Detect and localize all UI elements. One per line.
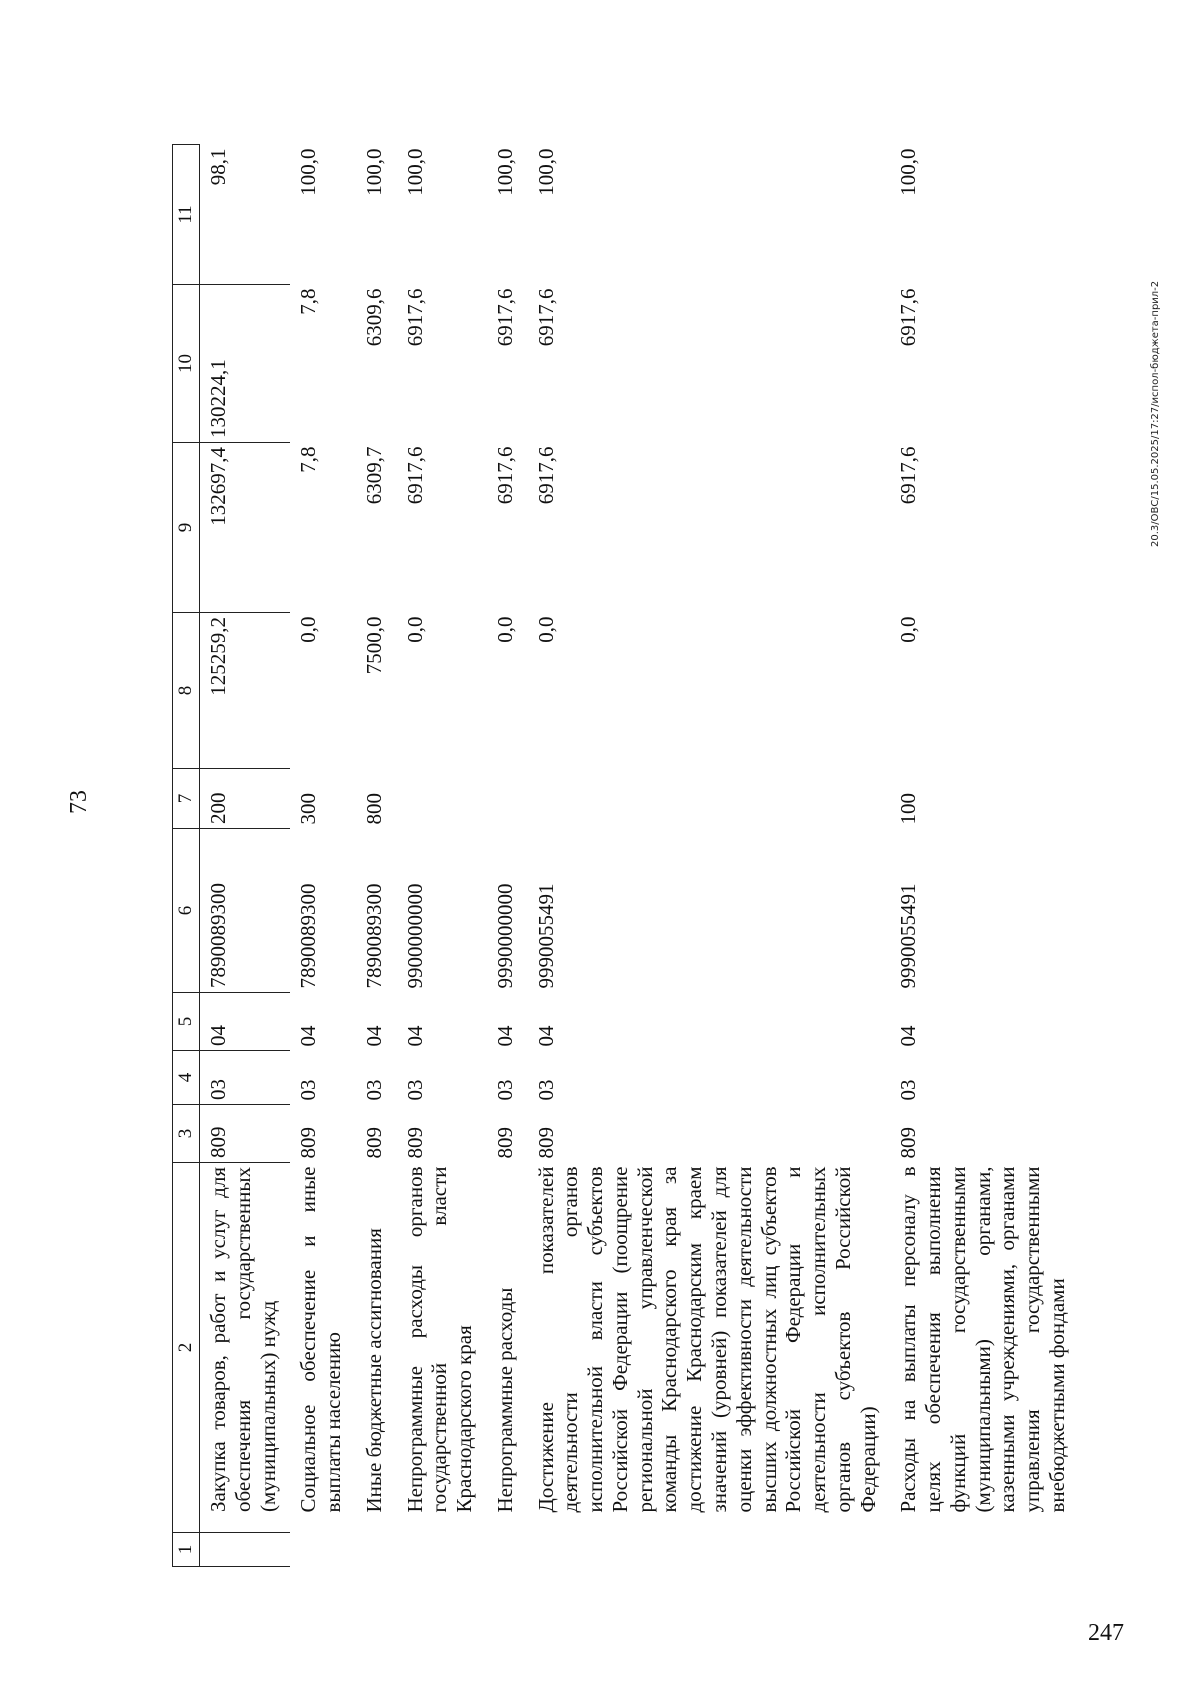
row-target-code: 7890089300 [296, 883, 321, 989]
table-row [356, 145, 397, 1567]
sheet-number: 247 [1088, 1620, 1124, 1646]
header-col-5: 5 [173, 993, 200, 1051]
header-col-7: 7 [173, 769, 200, 829]
document-stamp: 20.3/ОВС/15.05.2025/17:27/испол-бюджета-прил-2 [1150, 280, 1161, 547]
header-col-6: 6 [173, 829, 200, 993]
header-col-11: 11 [173, 145, 200, 285]
header-col-2: 2 [173, 1163, 200, 1533]
header-col-9: 9 [173, 443, 200, 613]
row-expense-type [487, 769, 528, 829]
row-subsection-code: 04 [200, 993, 291, 1051]
table-row [397, 145, 487, 1567]
row-leading-cell [356, 1533, 397, 1567]
row-value-8: 0,0 [402, 616, 427, 643]
row-value-10: 6917,6 [492, 288, 517, 347]
table-row [200, 145, 291, 1567]
row-target-code: 7890089300 [361, 883, 386, 989]
row-value-10: 6309,6 [361, 288, 386, 347]
row-name: Непрограммные расходы [492, 1287, 517, 1513]
row-value-11: 100,0 [296, 148, 321, 196]
row-ministry-code: 809 [361, 1127, 386, 1159]
row-leading-cell [290, 1533, 356, 1567]
row-subsection-code: 04 [533, 1025, 558, 1047]
row-subsection-code: 04 [402, 1025, 427, 1047]
row-name: Иные бюджетные ассигнования [361, 1228, 386, 1513]
row-ministry-code: 809 [402, 1127, 427, 1159]
table-row [890, 145, 1079, 1567]
row-value-8: 0,0 [533, 616, 558, 643]
row-value-9: 6917,6 [896, 446, 921, 505]
row-subsection-code: 04 [296, 1025, 321, 1047]
header-col-10: 10 [173, 285, 200, 443]
row-value-9: 7,8 [296, 446, 321, 473]
row-leading-cell [397, 1533, 487, 1567]
row-name: Социальное обеспечение и иные выплаты населению [296, 1166, 346, 1513]
row-target-code: 9990055491 [533, 883, 558, 989]
row-value-10: 6917,6 [896, 288, 921, 347]
row-expense-type [528, 769, 891, 829]
row-section-code: 03 [200, 1051, 291, 1105]
row-subsection-code: 04 [361, 1025, 386, 1047]
row-name: Закупка товаров, работ и услуг для обеспечения государственных (муниципальных) нужд [200, 1163, 291, 1533]
row-value-10: 130224,1 [200, 285, 291, 443]
row-leading-cell [890, 1533, 1079, 1567]
row-ministry-code: 809 [896, 1127, 921, 1159]
row-name: Достижение показателей деятельности органов исполнительной власти субъектов Российской Федерации (поощрение региональной управленческой команды Краснодарского края за достижение Краснодарским краем значений (уровней) показателей для оценки эффективности деятельности высших должностных лиц субъектов Российской Федерации и деятельности исполнительных органов субъектов Российской Федерации) [533, 1166, 880, 1513]
row-value-11: 100,0 [896, 148, 921, 196]
row-leading-cell [487, 1533, 528, 1567]
row-section-code: 03 [896, 1079, 921, 1101]
row-expense-type: 100 [896, 793, 921, 825]
row-value-9: 6309,7 [361, 446, 386, 505]
table-row [487, 145, 528, 1567]
row-leading-cell [200, 1533, 291, 1567]
row-ministry-code: 809 [200, 1105, 291, 1163]
header-col-1: 1 [173, 1533, 200, 1567]
row-section-code: 03 [492, 1079, 517, 1101]
row-value-8: 0,0 [492, 616, 517, 643]
row-target-code: 9900000000 [402, 883, 427, 989]
row-value-8: 0,0 [296, 616, 321, 643]
row-leading-cell [528, 1533, 891, 1567]
row-expense-type: 300 [296, 793, 321, 825]
row-section-code: 03 [296, 1079, 321, 1101]
row-expense-type: 800 [361, 793, 386, 825]
row-subsection-code: 04 [896, 1025, 921, 1047]
row-value-10: 7,8 [296, 288, 321, 315]
row-target-code: 7890089300 [200, 829, 291, 993]
row-value-11: 100,0 [361, 148, 386, 196]
row-section-code: 03 [402, 1079, 427, 1101]
row-value-11: 100,0 [492, 148, 517, 196]
row-name: Непрограммные расходы органов государственной власти Краснодарского края [402, 1166, 477, 1513]
row-value-9: 6917,6 [533, 446, 558, 505]
row-ministry-code: 809 [492, 1127, 517, 1159]
row-ministry-code: 809 [533, 1127, 558, 1159]
row-target-code: 9990055491 [896, 883, 921, 989]
header-col-3: 3 [173, 1105, 200, 1163]
row-value-9: 6917,6 [492, 446, 517, 505]
row-value-8: 125259,2 [200, 613, 291, 769]
row-name: Расходы на выплаты персоналу в целях обеспечения выполнения функций государственными (муниципальными) органами, казенными учреждениями, органами управления государственными внебюджетными фондами [896, 1166, 1069, 1513]
row-subsection-code: 04 [492, 1025, 517, 1047]
row-expense-type [397, 769, 487, 829]
row-value-11: 100,0 [533, 148, 558, 196]
budget-table [172, 144, 1080, 1567]
row-target-code: 9990000000 [492, 883, 517, 989]
row-value-8: 0,0 [896, 616, 921, 643]
row-expense-type: 200 [200, 769, 291, 829]
column-number-header [173, 145, 200, 1567]
row-value-11: 98,1 [200, 145, 291, 285]
table-row [290, 145, 356, 1567]
row-value-10: 6917,6 [533, 288, 558, 347]
header-col-8: 8 [173, 613, 200, 769]
row-value-10: 6917,6 [402, 288, 427, 347]
header-col-4: 4 [173, 1051, 200, 1105]
page-number: 73 [66, 790, 92, 814]
row-value-9: 132697,4 [200, 443, 291, 613]
row-value-11: 100,0 [402, 148, 427, 196]
row-section-code: 03 [533, 1079, 558, 1101]
row-value-8: 7500,0 [361, 616, 386, 675]
row-section-code: 03 [361, 1079, 386, 1101]
table-row [528, 145, 891, 1567]
row-value-9: 6917,6 [402, 446, 427, 505]
row-ministry-code: 809 [296, 1127, 321, 1159]
